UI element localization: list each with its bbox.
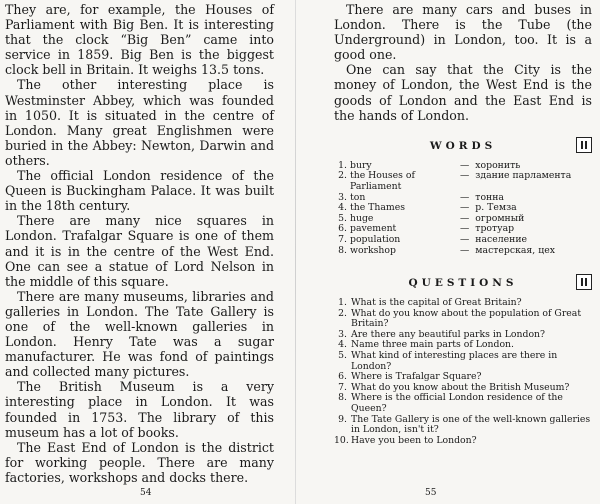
words-list	[334, 161, 592, 256]
word-dash: —	[460, 191, 470, 203]
left-paragraph-1: They are, for example, the Houses of Parliament with Big Ben. It is interesting that the clock “Big Ben” came into service in 1859. Big Ben is the biggest clock bell in Britain. It weighs 13.5 tons.	[5, 2, 274, 78]
word-number: 5.	[338, 212, 347, 224]
left-paragraph-4: There are many nice squares in London. Trafalgar Square is one of them and it is in the centre of the West End. One can see a statue of Lord Nelson in the middle of this square.	[5, 213, 274, 289]
question-number: 5.	[338, 350, 347, 362]
word-number: 2.	[338, 170, 347, 182]
left-page-number: 54	[140, 488, 152, 498]
word-russian: тонна	[475, 191, 504, 203]
question-text: Where is Trafalgar Square?	[351, 371, 482, 383]
question-text: What is the capital of Great Britain?	[351, 297, 522, 309]
word-english: the Thames	[350, 202, 406, 214]
question-item	[334, 415, 592, 436]
word-english: the Houses of Parliament	[350, 170, 415, 192]
questions-list	[334, 298, 592, 446]
left-paragraph-7: The East End of London is the district for working people. There are many factories, workshops and docks there.	[5, 439, 274, 485]
words-heading-text: WORDS	[429, 139, 497, 152]
question-text: Name three main parts of London.	[351, 339, 514, 351]
word-russian: здание парламента	[475, 170, 572, 182]
word-english: bury	[350, 159, 372, 171]
left-paragraph-5: There are many museums, libraries and galleries in London. The Tate Gallery is one of the well-known galleries in London. Henry Tate was a sugar manufacturer. He was fond of paintings and collected many pictures.	[5, 288, 274, 380]
word-dash: —	[460, 159, 470, 171]
word-russian: мастерская, цех	[475, 244, 555, 256]
right-paragraph-2: One can say that the City is the money of London, the West End is the goods of London and the East End is the hands of London.	[334, 62, 592, 123]
word-dash: —	[460, 170, 470, 182]
word-russian: хоронить	[475, 159, 521, 171]
question-text: What do you know about the population of Great Britain?	[351, 307, 582, 330]
question-text: What kind of interesting places are there in London?	[351, 350, 558, 372]
question-text: What do you know about the British Museum?	[351, 381, 570, 393]
left-page	[0, 0, 290, 504]
question-number: 2.	[338, 307, 347, 319]
word-number: 1.	[338, 159, 347, 171]
question-number: 8.	[338, 392, 347, 404]
question-item	[334, 351, 592, 372]
question-number: 6.	[338, 371, 347, 383]
word-number: 4.	[338, 202, 347, 214]
word-dash: —	[460, 202, 470, 214]
words-heading	[334, 137, 592, 155]
word-russian: тротуар	[475, 223, 515, 235]
word-english: huge	[350, 212, 374, 224]
questions-heading	[334, 274, 592, 292]
word-russian: население	[475, 233, 528, 245]
questions-heading-text: QUESTIONS	[408, 277, 518, 290]
question-number: 7.	[338, 381, 347, 393]
question-text: Where is the official London residence of the Queen?	[351, 392, 563, 415]
left-paragraph-2: The other interesting place is Westminster Abbey, which was founded in 1050. It is situated in the centre of London. Many great Englishmen were buried in the Abbey: Newton, Darwin and others.	[5, 77, 274, 168]
question-number: 3.	[338, 328, 347, 340]
book-icon	[576, 274, 592, 290]
question-item	[334, 436, 592, 447]
right-paragraph-1: There are many cars and buses in London. There is the Tube (the Underground) in London, too. It is a good one.	[334, 2, 592, 63]
question-number: 10.	[334, 434, 349, 446]
word-number: 7.	[338, 233, 347, 245]
left-paragraph-3: The official London residence of the Queen is Buckingham Palace. It was built in the 18th century.	[5, 168, 274, 214]
question-number: 9.	[338, 413, 347, 425]
word-item	[334, 246, 592, 257]
right-page-number: 55	[425, 488, 437, 498]
word-dash: —	[460, 212, 470, 224]
question-text: Are there any beautiful parks in London?	[351, 328, 546, 340]
right-page	[300, 0, 600, 504]
word-item	[334, 235, 592, 246]
question-item	[334, 309, 592, 330]
book-icon	[576, 137, 592, 153]
word-dash: —	[460, 244, 470, 256]
word-item	[334, 171, 592, 192]
question-text: Have you been to London?	[351, 434, 477, 446]
question-text: The Tate Gallery is one of the well-known galleries in London, isn't it?	[351, 413, 591, 436]
book-spine	[295, 0, 296, 504]
word-dash: —	[460, 233, 470, 245]
question-number: 1.	[338, 297, 347, 309]
question-number: 4.	[338, 339, 347, 351]
word-english: workshop	[350, 244, 396, 256]
word-russian: огромный	[475, 212, 525, 224]
word-english: ton	[350, 191, 366, 203]
word-russian: р. Темза	[475, 202, 517, 214]
word-english: population	[350, 233, 401, 245]
word-number: 3.	[338, 191, 347, 203]
word-dash: —	[460, 223, 470, 235]
word-number: 6.	[338, 223, 347, 235]
left-paragraph-6: The British Museum is a very interesting place in London. It was founded in 1753. The library of this museum has a lot of books.	[5, 379, 274, 440]
word-english: pavement	[350, 223, 397, 235]
question-item	[334, 393, 592, 414]
word-number: 8.	[338, 244, 347, 256]
